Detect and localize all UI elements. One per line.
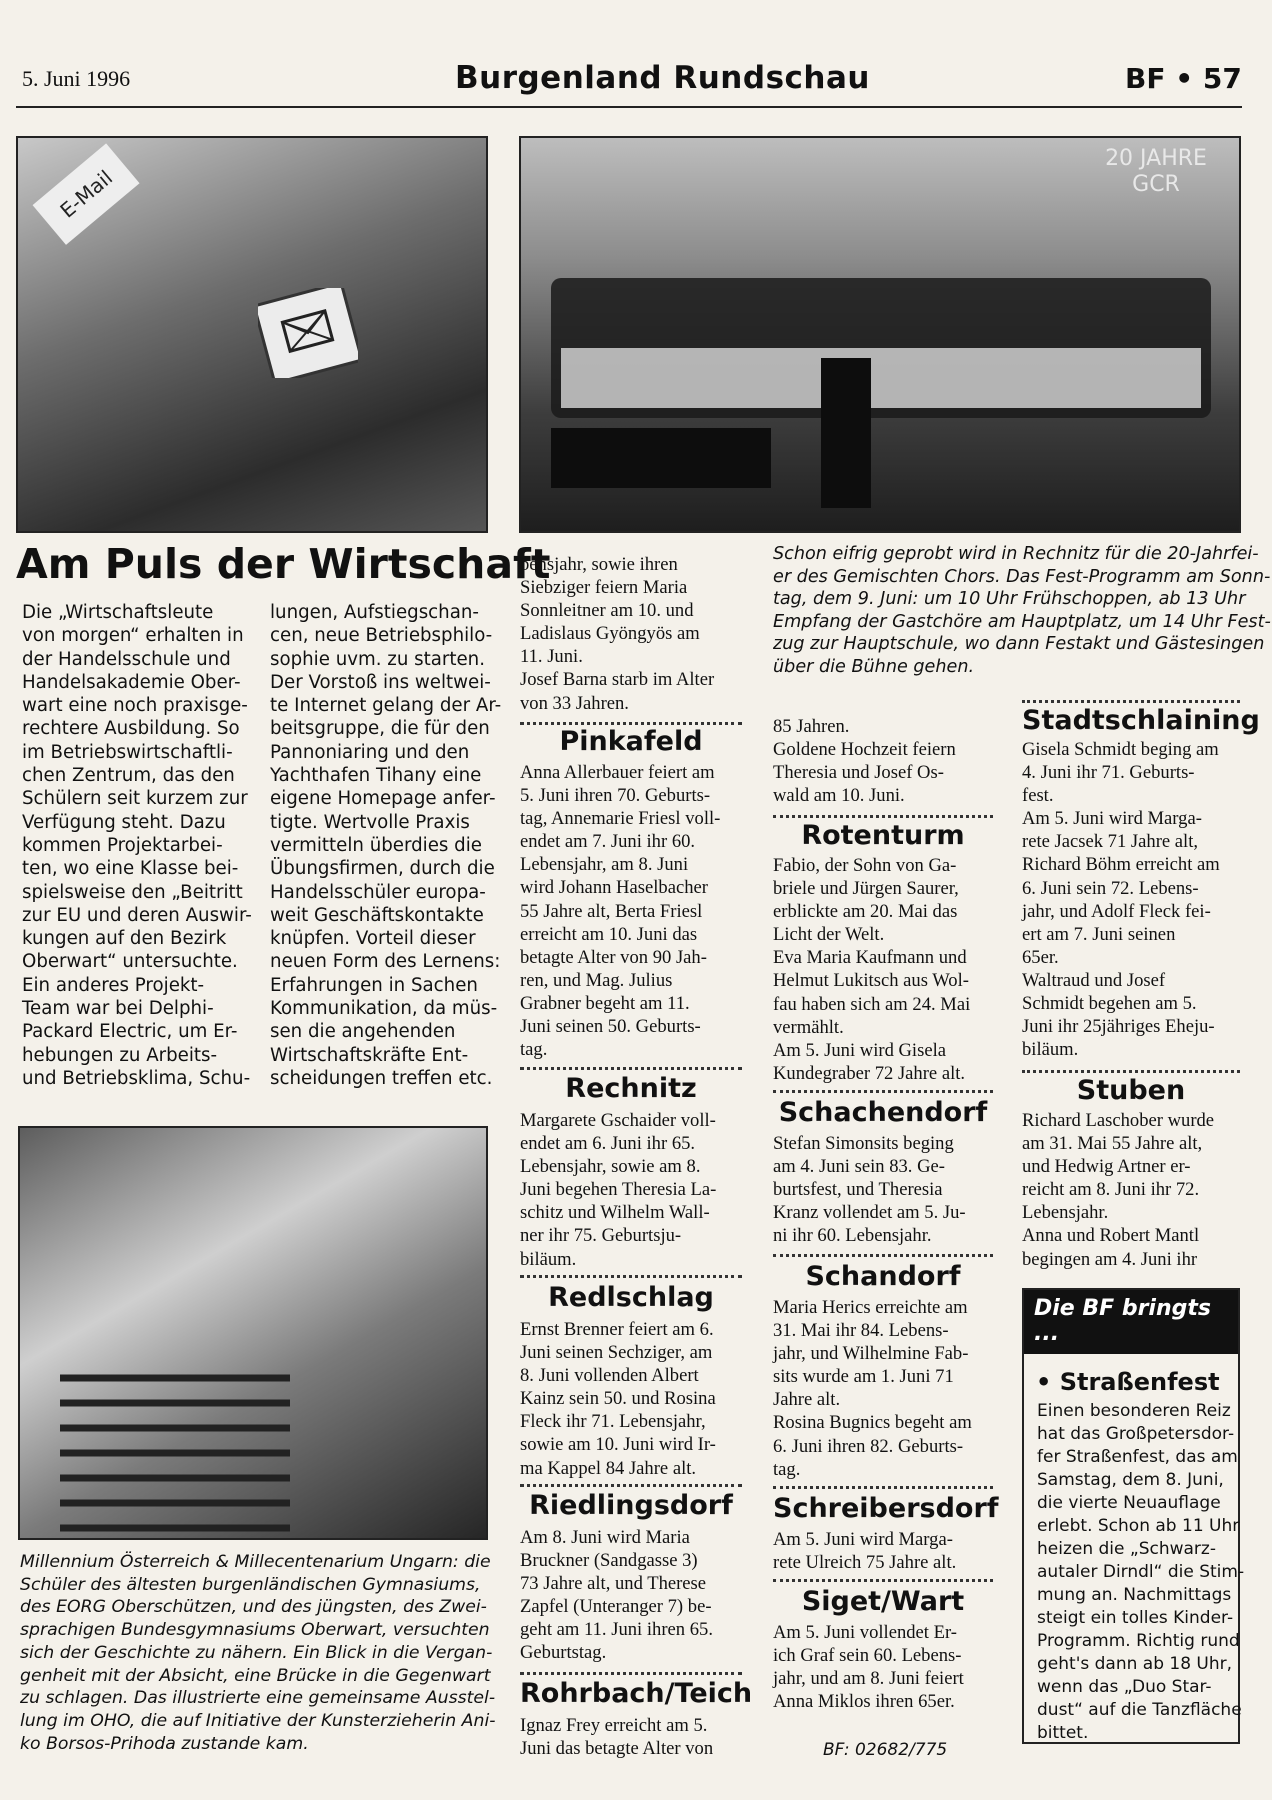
article-column-1: Die „Wirtschaftsleute von morgen“ erhalten in der Handelsschule und Handelsakademie Ober- wart eine noch praxisge- rechtere Ausbildung. So im Betriebswirtschaftli- chen Zentrum, das den Schülern seit kurzem zur Verfügung steht. Dazu kommen Projektarbei- ten, wo eine Klasse bei- spielsweise den „Beitritt zur EU und deren Auswir- kungen auf den Bezirk Oberwart“ untersuchte. Ein anderes Projekt- Team war bei Delphi- Packard Electric, um Er- hebungen zu Arbeits- und Betriebsklima, Schu- xyxy=(22,602,252,1089)
divider xyxy=(520,1484,742,1487)
section-text-stadtschlaining: Gisela Schmidt beging am 4. Juni ihr 71. Geburts- fest. Am 5. Juni wird Marga- rete Jacsek 71 Jahre alt, Richard Böhm erreicht am 6. Juni sein 72. Lebens- jahr, und Adolf Fleck fei- ert am 7. Juni seinen 65er. Waltraud und Josef Schmidt begehen am 5. Juni ihr 25jähriges Eheju- biläum. xyxy=(1022,739,1220,1061)
phone-number: BF: 02682/775 xyxy=(823,1740,948,1760)
divider xyxy=(773,1579,993,1582)
issue-date: 5. Juni 1996 xyxy=(22,66,131,91)
divider xyxy=(773,815,993,818)
section-text-siget: Am 5. Juni vollendet Er- ich Graf sein 60. Lebens- jahr, und am 8. Juni feiert Anna Miklos ihren 65er. xyxy=(773,1622,964,1713)
section-title-schreibersdorf: Schreibersdorf xyxy=(773,1493,999,1524)
striped-shirt-illustration xyxy=(60,1358,290,1538)
box-text: Einen besonderen Reiz hat das Großpetersdor- fer Straßenfest, das am Samstag, dem 8. Juni, die vierte Neuauflage erlebt. Schon ab 11 Uhr heizen die „Schwarz- autaler Dirndl“ die Stim- mung an. Nachmittags steigt ein tolles Kinder- Programm. Richtig rund geht's dann ab 18 Uhr, wenn das „Duo Star- dust“ auf die Tanzfläche bittet. xyxy=(1037,1401,1245,1743)
col3-intro: bensjahr, sowie ihren Siebziger feiern Maria Sonnleitner am 10. und Ladislaus Gyöngyös am 11. Juni. Josef Barna starb im Alter von 33 Jahren. xyxy=(520,554,715,714)
divider xyxy=(520,1672,742,1675)
section-title-stadtschlaining: Stadtschlaining xyxy=(1022,705,1260,736)
section-text-rechnitz: Margarete Gschaider voll- endet am 6. Juni ihr 65. Lebensjahr, sowie am 8. Juni begehen Theresia La- schitz und Wilhelm Wall- ner ihr 75. Geburtsju- biläum. xyxy=(520,1110,717,1270)
divider xyxy=(520,1275,742,1278)
photo-students-email xyxy=(16,136,488,533)
section-title-redlschlag: Redlschlag xyxy=(548,1282,714,1313)
section-title-rotenturm: Rotenturm xyxy=(801,820,965,851)
header-rule xyxy=(16,106,1242,108)
divider xyxy=(1022,700,1240,703)
divider xyxy=(520,1067,742,1070)
section-title-rechnitz: Rechnitz xyxy=(565,1073,697,1104)
divider xyxy=(520,722,742,725)
section-text-pinkafeld: Anna Allerbauer feiert am 5. Juni ihren 70. Geburts- tag, Annemarie Friesl voll- endet am 7. Juni ihr 60. Lebensjahr, am 8. Juni wird Johann Haselbacher 55 Jahre alt, Berta Friesl erreicht am 10. Juni das betagte Alter von 90 Jah- ren, und Mag. Julius Grabner begeht am 11. Juni seinen 50. Geburts- tag. xyxy=(520,762,721,1061)
email-sign: E-Mail xyxy=(33,143,140,245)
section-text-redlschlag: Ernst Brenner feiert am 6. Juni seinen Sechziger, am 8. Juni vollenden Albert Kainz sein 50. und Rosina Fleck ihr 71. Lebensjahr, sowie am 10. Juni wird Ir- ma Kappel 84 Jahre alt. xyxy=(520,1319,716,1479)
millennium-caption: Millennium Österreich & Millecentenarium Ungarn: die Schüler des ältesten burgenländischen Gymnasiums, des EORG Oberschützen, und des jüngsten, des Zwei- sprachigen Bundesgymnasiums Oberwart, versuchten sich der Geschichte zu nähern. Ein Blick in die Vergan- genheit mit der Absicht, eine Brücke in die Gegenwart zu schlagen. Das illustrierte eine gemeinsame Ausstel- lung im OHO, die auf Initiative der Kunsterzieherin Ani- ko Borsos-Prihoda zustande kam. xyxy=(20,1552,496,1754)
article-headline: Am Puls der Wirtschaft xyxy=(16,540,551,588)
divider xyxy=(773,1486,993,1489)
section-text-schreibersdorf: Am 5. Juni wird Marga- rete Ulreich 75 Jahre alt. xyxy=(773,1529,957,1574)
section-title-stuben: Stuben xyxy=(1076,1075,1186,1106)
article-column-2: lungen, Aufstiegschan- cen, neue Betriebsphilo- sophie uvm. zu starten. Der Vorstoß ins weltwei- te Internet gelang der Ar- beitsgruppe, die für den Pannoniaring und den Yachthafen Tihany eine eigene Homepage anfer- tigte. Wertvolle Praxis vermitteln überdies die Übungsfirmen, durch die Handelsschüler europa- weit Geschäftskontakte knüpfen. Vorteil dieser neuen Form des Lernens: Erfahrungen in Sachen Kommunikation, da müs- sen die angehenden Wirtschaftskräfte Ent- scheidungen treffen etc. xyxy=(270,602,502,1089)
section-title-siget: Siget/Wart xyxy=(801,1586,965,1617)
box-header: Die BF bringts ... xyxy=(1024,1290,1238,1354)
section-text-rotenturm: Fabio, der Sohn von Ga- briele und Jürgen Saurer, erblickte am 20. Mai das Licht der Welt. Eva Maria Kaufmann und Helmut Lukitsch aus Wol- fau haben sich am 24. Mai vermählt. Am 5. Juni wird Gisela Kundegraber 72 Jahre alt. xyxy=(773,855,971,1084)
section-text-schachendorf: Stefan Simonsits beging am 4. Juni sein 83. Ge- burtsfest, und Theresia Kranz vollendet am 5. Ju- ni ihr 60. Lebensjahr. xyxy=(773,1133,966,1247)
divider xyxy=(1022,1070,1240,1073)
anniversary-banner: 20 JAHRE GCR xyxy=(1105,146,1207,197)
section-title-schandorf: Schandorf xyxy=(805,1261,961,1292)
box-title: • Straßenfest xyxy=(1036,1368,1220,1396)
photo-gymnasium-students xyxy=(18,1126,488,1540)
envelope-sign-icon xyxy=(258,288,358,378)
section-title-rohrbach: Rohrbach/Teich xyxy=(520,1678,753,1709)
bf-bringts-box xyxy=(1022,1288,1245,1744)
page-number: BF • 57 xyxy=(1125,62,1242,95)
col4-intro: 85 Jahren. Goldene Hochzeit feiern Theresia und Josef Os- wald am 10. Juni. xyxy=(773,716,956,807)
section-title-pinkafeld: Pinkafeld xyxy=(559,726,703,757)
divider xyxy=(773,1254,993,1257)
section-text-stuben: Richard Laschober wurde am 31. Mai 55 Jahre alt, und Hedwig Artner er- reicht am 8. Juni ihr 72. Lebensjahr. Anna und Robert Mantl begingen am 4. Juni ihr xyxy=(1022,1110,1215,1270)
choir-caption: Schon eifrig geprobt wird in Rechnitz für die 20-Jahrfei- er des Gemischten Chors. Das Fest-Programm am Sonn- tag, dem 9. Juni: um 10 Uhr Frühschoppen, ab 13 Uhr Empfang der Gastchöre am Hauptplatz, um 14 Uhr Fest- zug zur Hauptschule, wo dann Festakt und Gästesingen über die Bühne gehen. xyxy=(773,544,1271,677)
choir-silhouettes xyxy=(531,198,1231,528)
section-text-riedlingsdorf: Am 8. Juni wird Maria Bruckner (Sandgasse 3) 73 Jahre alt, und Therese Zapfel (Unteranger 7) be- geht am 11. Juni ihren 65. Geburtstag. xyxy=(520,1527,713,1664)
section-title-schachendorf: Schachendorf xyxy=(778,1097,988,1128)
divider xyxy=(773,1090,993,1093)
section-text-rohrbach: Ignaz Frey erreicht am 5. Juni das betagte Alter von xyxy=(520,1715,714,1760)
section-text-schandorf: Maria Herics erreichte am 31. Mai ihr 84. Lebens- jahr, und Wilhelmine Fab- sits wurde am 1. Juni 71 Jahre alt. Rosina Bugnics begeht am 6. Juni ihren 82. Geburts- tag. xyxy=(773,1297,972,1480)
section-title-riedlingsdorf: Riedlingsdorf xyxy=(529,1490,733,1521)
newspaper-title: Burgenland Rundschau xyxy=(455,60,870,96)
photo-choir xyxy=(519,136,1241,533)
